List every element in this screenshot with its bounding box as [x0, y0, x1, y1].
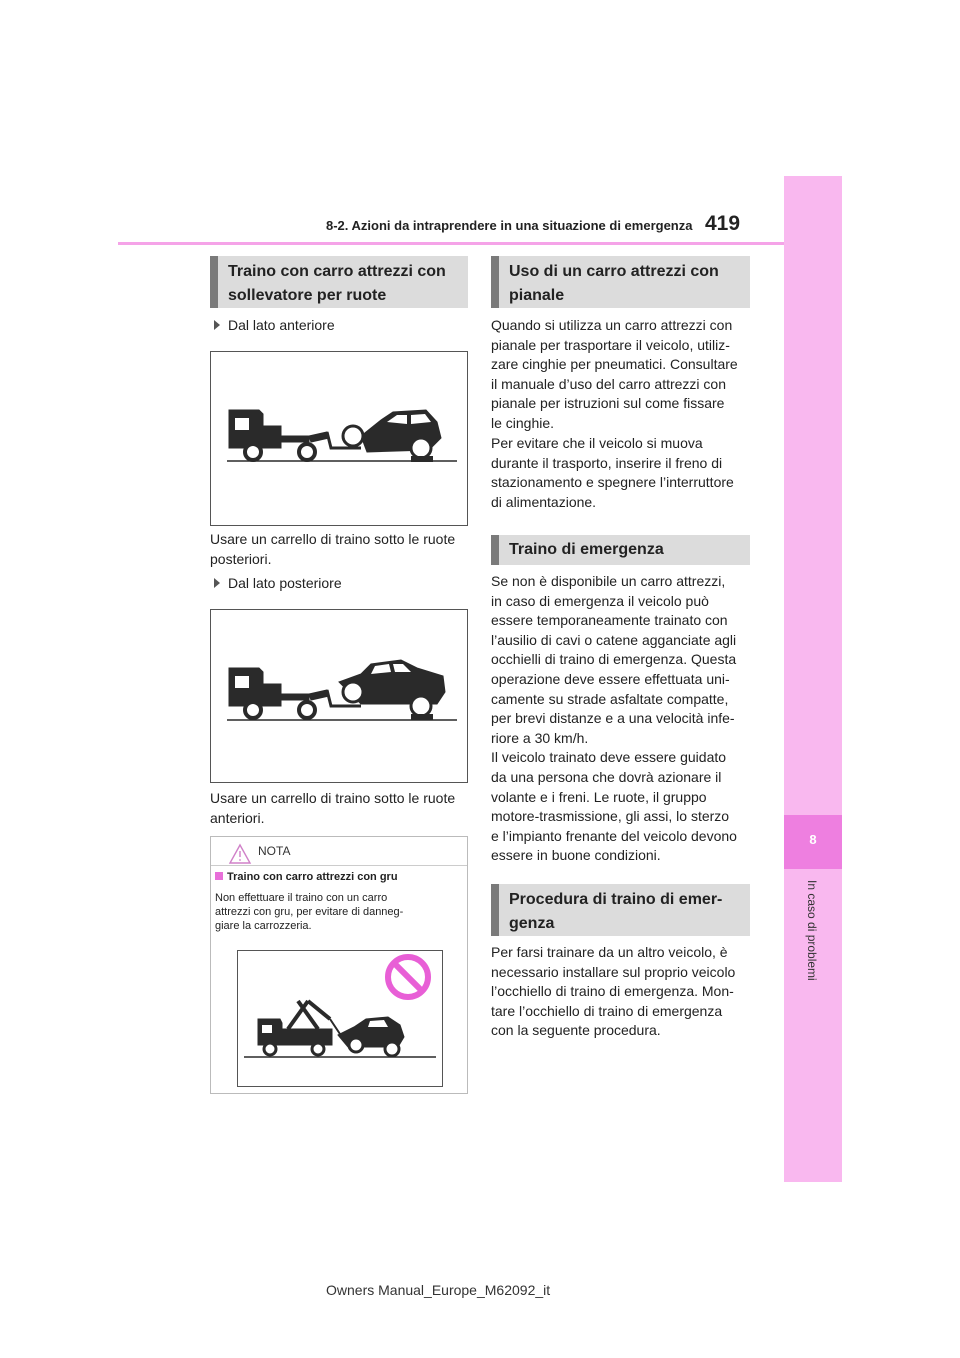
bullet-arrow-icon — [214, 320, 220, 330]
text-line: il manuale d’uso del carro attrezzi con — [491, 375, 727, 392]
chapter-number: 8 — [809, 832, 817, 847]
text-line: Il veicolo trainato deve essere guidato — [491, 749, 727, 766]
text-line: Se non è disponibile un carro attrezzi, — [491, 573, 726, 589]
paragraph-emergency-towing — [491, 572, 753, 866]
heading-line: Procedura di traino di emer- — [509, 891, 723, 908]
text-rear-tow — [210, 789, 455, 828]
heading-line: genza — [509, 915, 555, 932]
figure-rear-tow — [210, 609, 468, 783]
footer-manual-id: Owners Manual_Europe_M62092_it — [326, 1282, 551, 1298]
nota-label: NOTA — [258, 844, 291, 858]
text-line: pianale per istruzioni sul come fissare — [491, 395, 725, 412]
text-line: essere in buone condizioni. — [491, 847, 661, 864]
text-line: camente su strade asfaltate compatte, — [491, 690, 729, 707]
nota-subheading-text: Traino con carro attrezzi con gru — [227, 871, 398, 883]
text-line: di alimentazione. — [491, 493, 597, 510]
section-heading-flatbed — [491, 256, 750, 308]
text-line: essere temporaneamente trainato con — [491, 612, 728, 629]
text-line: zare cinghie per pneumatici. Consultare — [491, 356, 738, 373]
text-line: l’ausilio di cavi o catene agganciate agli — [491, 631, 737, 648]
figure-crane-tow-prohibited — [237, 950, 443, 1087]
text-line: in caso di emergenza il veicolo può — [491, 592, 709, 609]
text-line: Usare un carrello di traino sotto le ruote — [210, 790, 456, 806]
chapter-label: In caso di problemi — [805, 880, 819, 981]
crane-truck-illustration — [238, 951, 442, 1086]
text-line: con la seguente procedura. — [491, 1022, 661, 1039]
text-line: giare la carrozzeria. — [215, 920, 312, 932]
warning-triangle-icon — [228, 843, 252, 865]
text-line: motore-trasmissione, gli assi, lo sterzo — [491, 808, 730, 825]
heading-line: Traino con carro attrezzi con — [228, 263, 446, 280]
text-line: occhielli di traino di emergenza. Questa — [491, 651, 737, 668]
bullet-rear — [214, 575, 342, 591]
tow-truck-front-illustration — [211, 352, 467, 525]
text-line: anteriori. — [210, 809, 265, 826]
chapter-side-tab — [784, 176, 842, 1182]
text-line: Quando si utilizza un carro attrezzi con — [491, 317, 733, 333]
text-line: pianale per trasportare il veicolo, utiliz- — [491, 336, 730, 353]
bullet-arrow-icon — [214, 578, 220, 588]
text-line: volante e i freni. Le ruote, il gruppo — [491, 788, 707, 805]
text-line: Per evitare che il veicolo si muova — [491, 435, 703, 451]
bullet-rear-label: Dal lato posteriore — [228, 575, 342, 591]
nota-box — [210, 836, 468, 1094]
text-line: operazione deve essere effettuata uni- — [491, 670, 730, 687]
tow-truck-rear-illustration — [211, 610, 467, 782]
header-rule — [118, 242, 786, 245]
running-header: 8-2. Azioni da intraprendere in una situazione di emergenza — [326, 218, 693, 233]
figure-front-tow — [210, 351, 468, 526]
heading-line: sollevatore per ruote — [228, 287, 387, 304]
paragraph-flatbed-straps — [491, 316, 753, 434]
text-line: le cinghie. — [491, 414, 555, 431]
text-line: per brevi distanze e a una velocità infe- — [491, 710, 735, 727]
section-heading-procedure — [491, 884, 750, 936]
text-front-tow — [210, 530, 455, 569]
bullet-front-label: Dal lato anteriore — [228, 317, 335, 333]
text-line: attrezzi con gru, per evitare di danneg- — [215, 906, 404, 918]
heading-line: Traino di emergenza — [509, 541, 664, 558]
text-line: posteriori. — [210, 550, 272, 567]
nota-subheading — [215, 871, 398, 883]
section-heading-wheel-lift — [210, 256, 468, 308]
square-bullet-icon — [215, 872, 223, 880]
text-line: Usare un carrello di traino sotto le ruote — [210, 531, 456, 547]
nota-divider — [211, 865, 467, 866]
text-line: tare l’occhiello di traino di emergenza — [491, 1002, 723, 1019]
page-number: 419 — [705, 212, 741, 235]
text-line: l’occhiello di traino di emergenza. Mon- — [491, 983, 734, 1000]
heading-line: Uso di un carro attrezzi con — [509, 263, 719, 280]
text-line: da una persona che dovrà azionare il — [491, 768, 722, 785]
text-line: riore a 30 km/h. — [491, 729, 589, 746]
text-line: stazionamento e spegnere l’interruttore — [491, 474, 734, 491]
text-line: e l’impianto frenante del veicolo devono — [491, 827, 737, 844]
text-line: necessario installare sul proprio veicolo — [491, 963, 736, 980]
text-line: Per farsi trainare da un altro veicolo, è — [491, 944, 728, 960]
heading-line: pianale — [509, 287, 565, 304]
text-line: durante il trasporto, inserire il freno di — [491, 454, 723, 471]
paragraph-procedure — [491, 943, 753, 1041]
bullet-front — [214, 317, 335, 333]
nota-text — [215, 891, 403, 933]
section-heading-emergency-towing — [491, 535, 750, 565]
paragraph-flatbed-brake — [491, 434, 753, 512]
text-line: Non effettuare il traino con un carro — [215, 892, 388, 904]
